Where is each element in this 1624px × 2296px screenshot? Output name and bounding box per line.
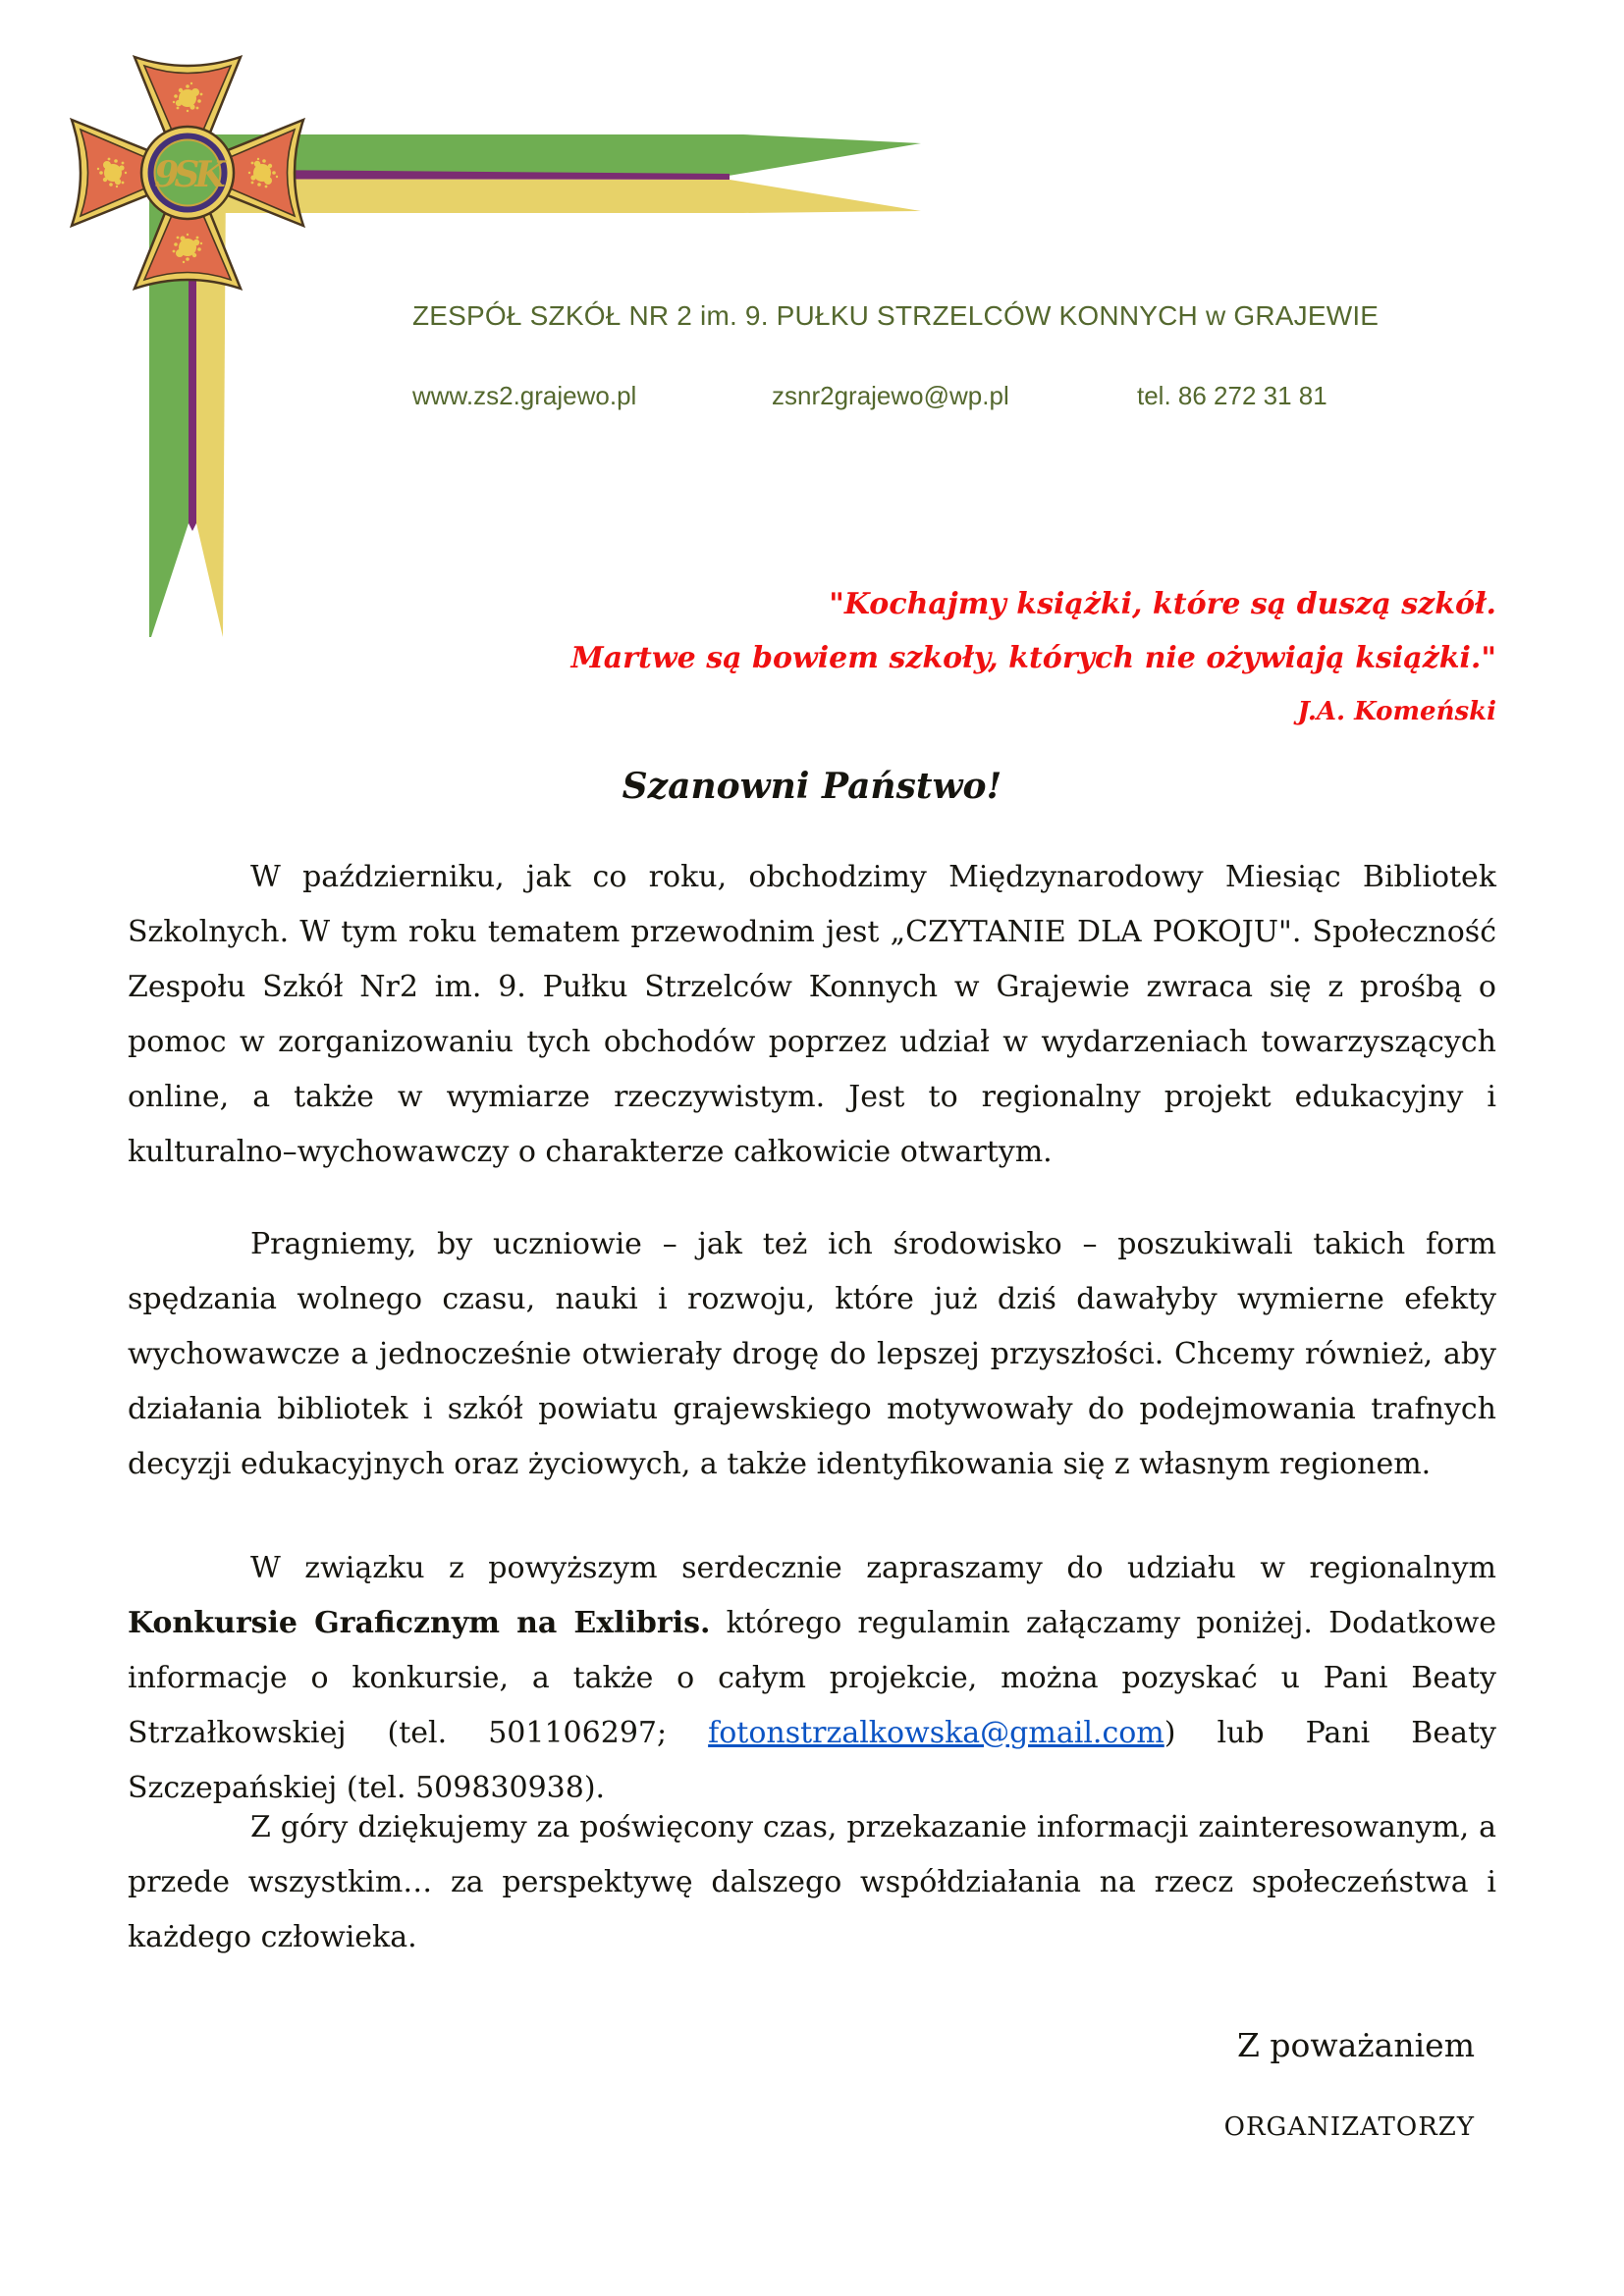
signature-organizers: ORGANIZATORZY [1223,2112,1475,2142]
motto-line-2: Martwe są bowiem szkoły, których nie ożywiają książki." [570,641,1496,675]
valediction: Z poważaniem [1236,2026,1475,2064]
paragraph-3-text: W związku z powyższym serdecznie zapraszamy do udziału w regionalnym [250,1551,1496,1585]
paragraph-2: Pragniemy, by uczniowie – jak też ich środowisko – poszukiwali takich form spędzania wolnego czasu, nauki i rozwoju, które już dziś dawałyby wymierne efekty wychowawcze a jednocześnie otwierały drogę do lepszej przyszłości. Chcemy również, aby działania bibliotek i szkół powiatu grajewskiego motywowały do podejmowania trafnych decyzji edukacyjnych oraz życiowych, a także identyfikowania się z własnym regionem. [128,1227,1496,1481]
paragraph-3-text: którego regulamin załączamy poniżej. Dodatkowe informacje o konkursie, a także o całym projekcie, można pozyskać u Pani Beaty Strzałkowskiej (tel. 501106297; [128,1606,1496,1750]
school-name: ZESPÓŁ SZKÓŁ NR 2 im. 9. PUŁKU STRZELCÓW KONNYCH w GRAJEWIE [412,300,1380,331]
contact-email-link[interactable]: fotonstrzalkowska@gmail.com [708,1716,1164,1750]
regiment-cross-icon [72,57,303,289]
school-phone: tel. 86 272 31 81 [1137,381,1327,410]
paragraph-4: Z góry dziękujemy za poświęcony czas, przekazanie informacji zainteresowanym, a przede wszystkim… za perspektywę dalszego współdziałania na rzecz społeczeństwa i każdego człowieka. [128,1810,1496,1954]
school-email: zsnr2grajewo@wp.pl [772,381,1009,410]
motto-line-1: "Kochajmy książki, które są duszą szkół. [829,587,1496,621]
paragraph-3 [128,1541,1496,1816]
motto-quote [416,577,1496,739]
regiment-monogram: 9SK [154,154,221,195]
motto-attribution: J.A. Komeński [1297,697,1496,726]
paragraph-1: W październiku, jak co roku, obchodzimy Międzynarodowy Miesiąc Bibliotek Szkolnych. W tym roku tematem przewodnim jest „CZYTANIE DLA POKOJU". Społeczność Zespołu Szkół Nr2 im. 9. Pułku Strzelców Konnych w Grajewie zwraca się z prośbą o pomoc w zorganizowaniu tych obchodów poprzez udział w wydarzeniach towarzyszących online, a także w wymiarze rzeczywistym. Jest to regionalny projekt edukacyjny i kulturalno–wychowawczy o charakterze całkowicie otwartym. [128,860,1496,1169]
salutation: Szanowni Państwo! [622,766,1002,807]
cross-medallion [141,127,234,219]
paragraph-3-text: ) lub Pani Beaty Szczepańskiej (tel. 509830938). [128,1716,1496,1805]
school-website: www.zs2.grajewo.pl [412,381,637,410]
contest-name-bold: Konkursie Graficznym na Exlibris. [128,1606,711,1640]
